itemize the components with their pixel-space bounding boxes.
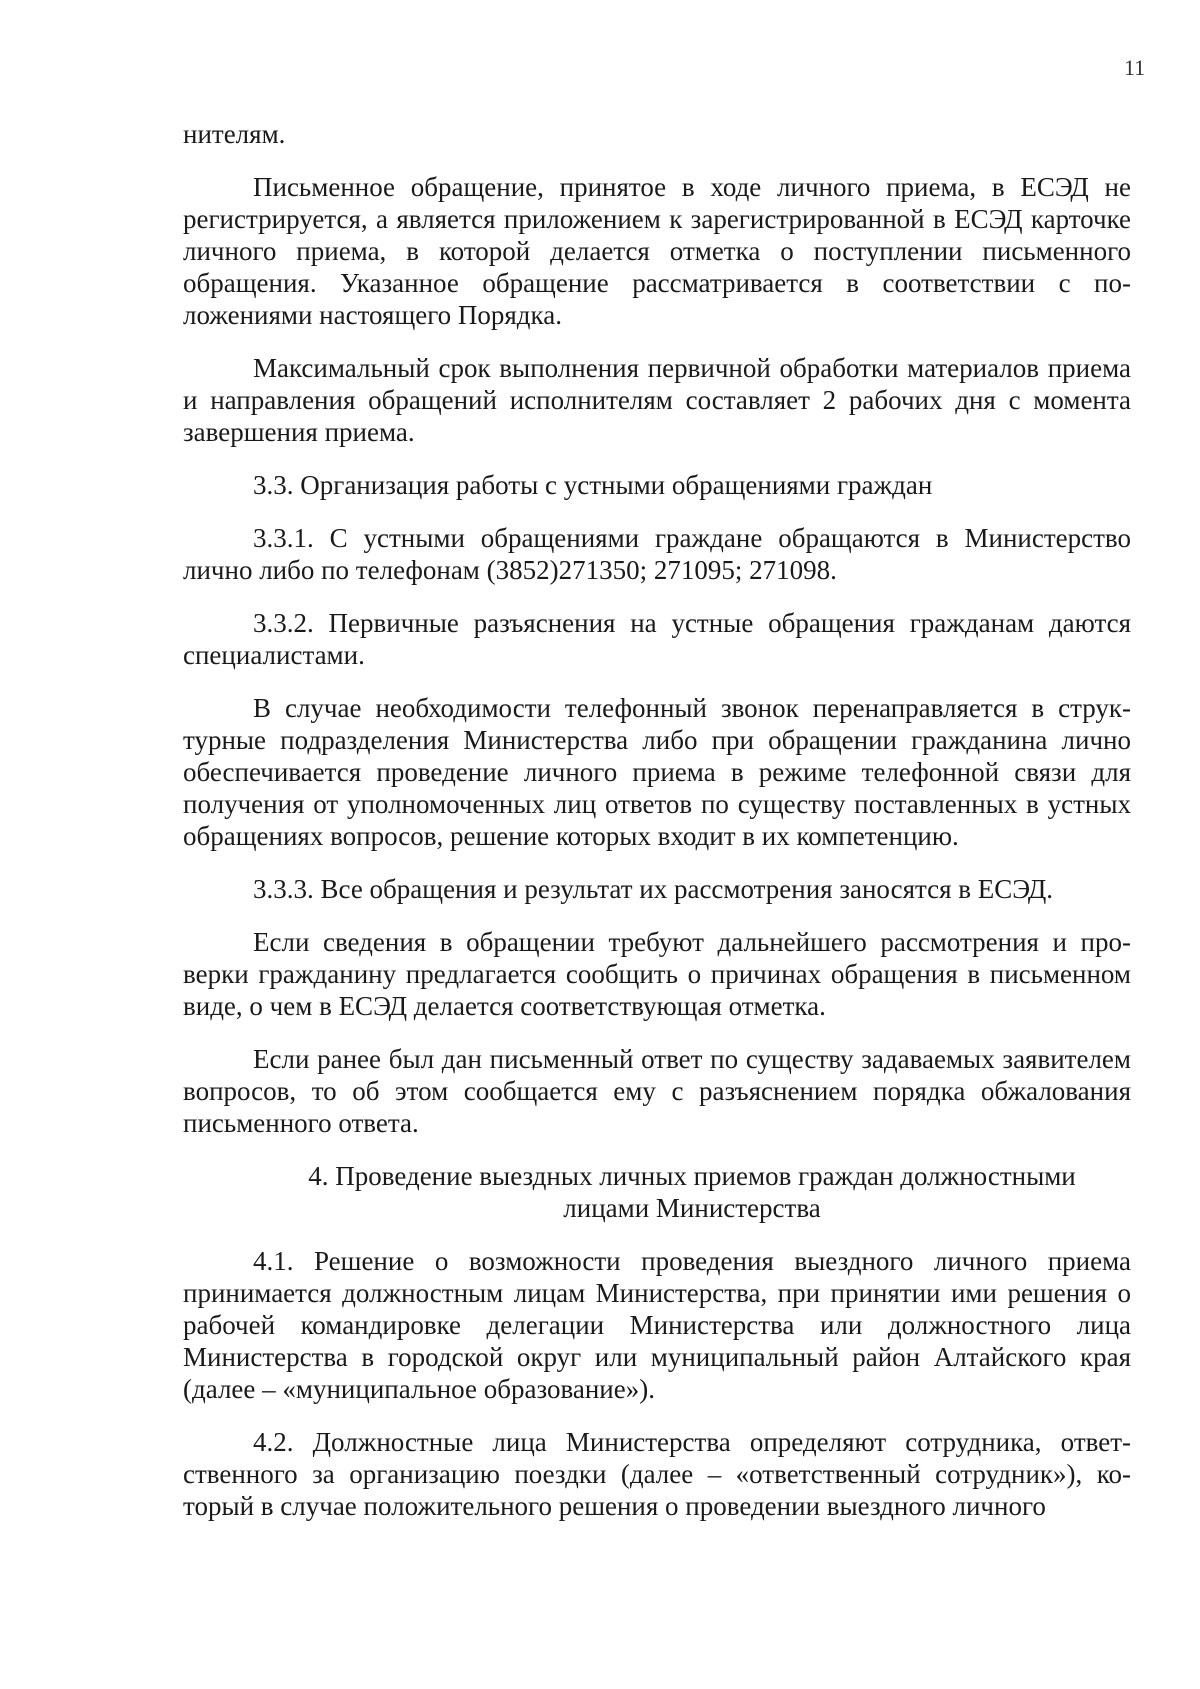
paragraph-written-appeal: Письменное обращение, принятое в ходе личного приема, в ЕСЭД не регистрируется, а является приложением к зарегистрированной в ЕСЭД карточке личного приема, в которой делается отметка о поступлении письменного обращения. Указанное обращение рассматривается в соответствии с положениями настоящего Порядка. [183,172,1131,330]
section-heading-4-line1: 4. Проведение выездных личных приемов граждан должностными [308,1161,1076,1191]
section-heading-4-line2: лицами Министерства [563,1193,821,1223]
page-number: 11 [1124,55,1146,80]
paragraph-continuation: нителям. [183,119,286,149]
paragraph-further-review: Если сведения в обращении требуют дальнейшего рассмотрения и проверки гражданину предлагается сообщить о причинах обращения в письменном виде, о чем в ЕСЭД делается соответствующая отметка. [183,927,1131,1021]
document-body [183,118,1131,1543]
paragraph-phone-redirect: В случае необходимости телефонный звонок перенаправляется в структурные подразделения Министерства либо при обращении гражданина лично обеспечивается проведение личного приема в режиме телефонной связи для получения от уполномоченных лиц ответов по существу поставленных в устных обращениях вопросов, решение которых входит в их компетенцию. [183,693,1131,851]
paragraph-3-3-2: 3.3.2. Первичные разъяснения на устные обращения гражданам даются специалистами. [183,608,1131,670]
paragraph-4-2: 4.2. Должностные лица Министерства определяют сотрудника, ответственного за организацию поездки (далее – «ответственный сотрудник»), который в случае положительного решения о проведении выездного личного [183,1427,1131,1521]
subsection-heading-3-3: 3.3. Организация работы с устными обращениями граждан [253,470,933,500]
section-heading-4 [183,1160,1131,1224]
paragraph-4-1: 4.1. Решение о возможности проведения выездного личного приема принимается должностным лицам Министерства, при принятии ими решения о рабочей командировке делегации Министерства или должностного лица Министерства в городской округ или муниципальный район Алтайского края (далее – «муниципальное образование»). [183,1246,1131,1404]
paragraph-prior-answer: Если ранее был дан письменный ответ по существу задаваемых заявителем вопросов, то об этом сообщается ему с разъяснением порядка обжалования письменного ответа. [183,1044,1131,1138]
paragraph-3-3-3: 3.3.3. Все обращения и результат их рассмотрения заносятся в ЕСЭД. [253,874,1054,904]
paragraph-max-term: Максимальный срок выполнения первичной обработки материалов приема и направления обращений исполнителям составляет 2 рабочих дня с момента завершения приема. [183,353,1131,447]
paragraph-3-3-1: 3.3.1. С устными обращениями граждане обращаются в Министерство лично либо по телефонам (3852)271350; 271095; 271098. [183,523,1131,585]
